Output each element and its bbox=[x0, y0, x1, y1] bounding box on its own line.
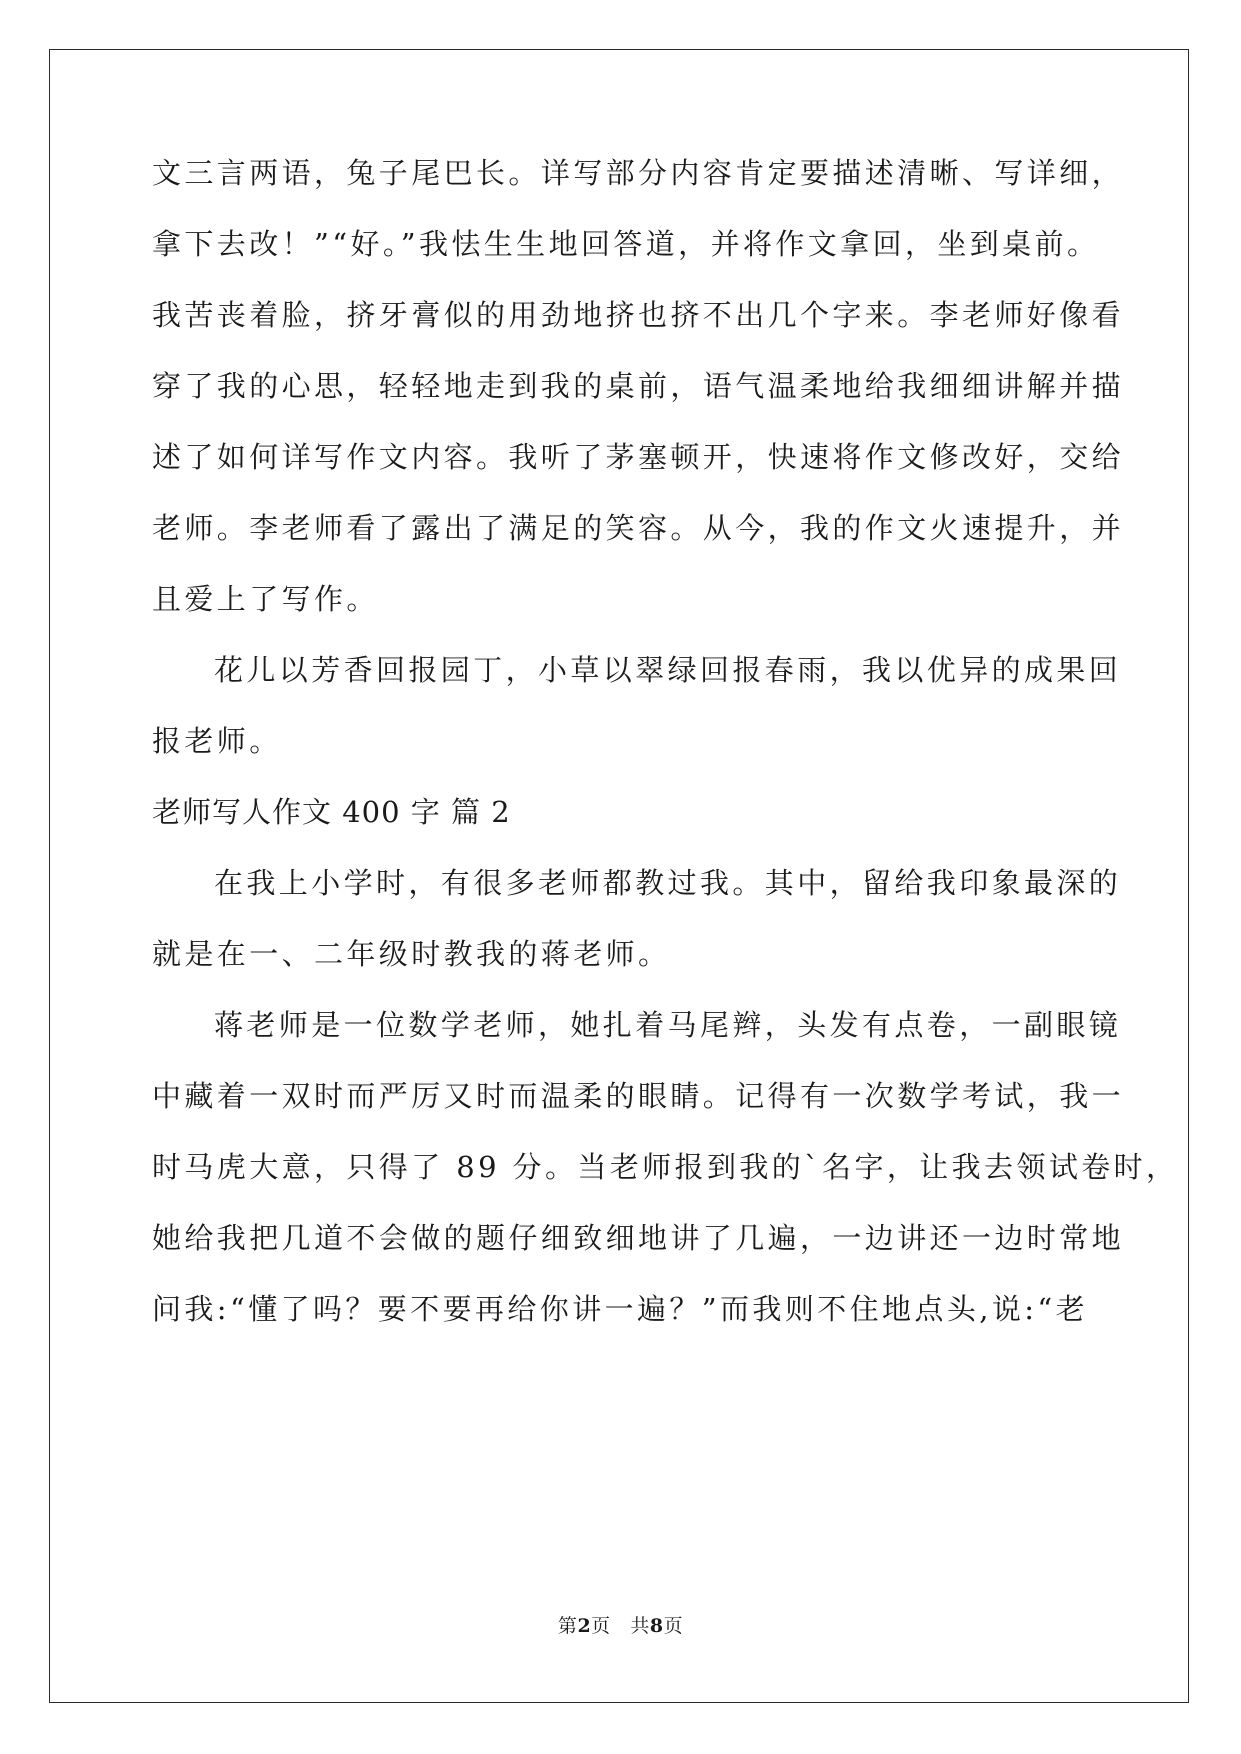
body-line: 问我:“懂了吗？要不要再给你讲一遍？”而我则不住地点头,说:“老 bbox=[152, 1292, 1089, 1326]
page-footer bbox=[0, 1614, 1241, 1638]
paragraph-first-line: 在我上小学时，有很多老师都教过我。其中，留给我印象最深的 bbox=[214, 866, 1122, 900]
body-line: 拿下去改！”“好。”我怯生生地回答道，并将作文拿回，坐到桌前。 bbox=[152, 227, 1100, 261]
body-line: 中藏着一双时而严厉又时而温柔的眼睛。记得有一次数学考试，我一 bbox=[152, 1079, 1125, 1113]
paragraph-first-line: 花儿以芳香回报园丁，小草以翠绿回报春雨，我以优异的成果回 bbox=[214, 653, 1122, 687]
footer-page-suffix: 页 bbox=[591, 1615, 611, 1637]
body-line: 文三言两语，兔子尾巴长。详写部分内容肯定要描述清晰、写详细， bbox=[152, 156, 1125, 190]
body-line: 我苦丧着脸，挤牙膏似的用劲地挤也挤不出几个字来。李老师好像看 bbox=[152, 298, 1125, 332]
body-line: 就是在一、二年级时教我的蒋老师。 bbox=[152, 937, 671, 971]
body-line: 穿了我的心思，轻轻地走到我的桌前，语气温柔地给我细细讲解并描 bbox=[152, 369, 1125, 403]
section-heading: 老师写人作文 400 字 篇 2 bbox=[152, 795, 511, 829]
body-line: 老师。李老师看了露出了满足的笑容。从今，我的作文火速提升，并 bbox=[152, 511, 1125, 545]
total-page-count: 8 bbox=[649, 1615, 664, 1637]
body-line: 述了如何详写作文内容。我听了茅塞顿开，快速将作文修改好，交给 bbox=[152, 440, 1125, 474]
current-page-number: 2 bbox=[577, 1615, 592, 1637]
body-line: 且爱上了写作。 bbox=[152, 582, 379, 616]
paragraph-first-line: 蒋老师是一位数学老师，她扎着马尾辫，头发有点卷，一副眼镜 bbox=[214, 1008, 1122, 1042]
body-line: 报老师。 bbox=[152, 724, 282, 758]
body-line: 她给我把几道不会做的题仔细致细地讲了几遍，一边讲还一边时常地 bbox=[152, 1221, 1125, 1255]
body-line: 时马虎大意，只得了 89 分。当老师报到我的`名字，让我去领试卷时， bbox=[152, 1150, 1179, 1184]
footer-prefix: 第 bbox=[557, 1615, 578, 1637]
footer-total-suffix: 页 bbox=[663, 1615, 684, 1637]
footer-total-prefix: 共 bbox=[630, 1615, 650, 1637]
